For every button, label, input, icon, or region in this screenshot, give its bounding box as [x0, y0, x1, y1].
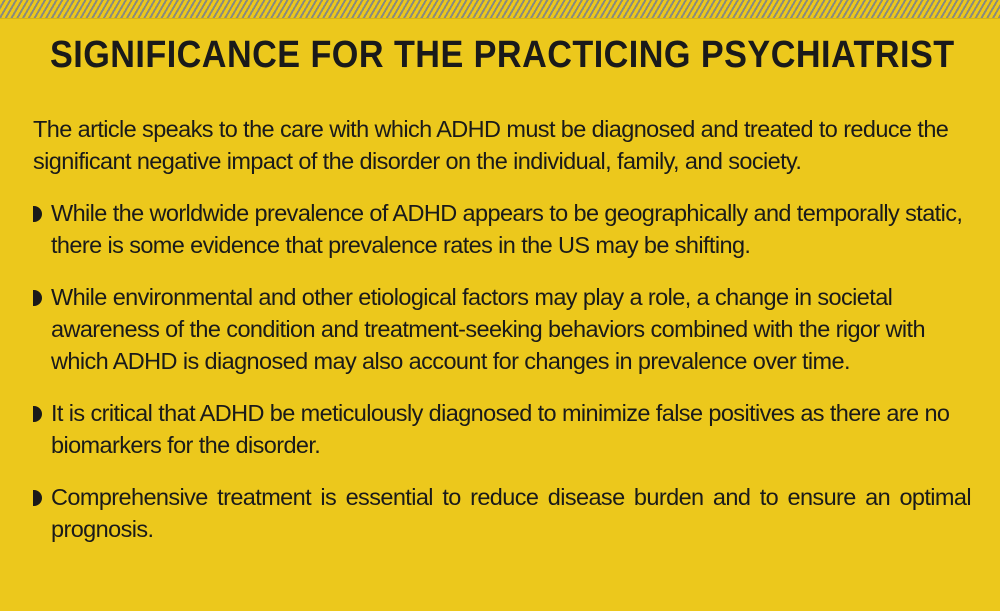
half-circle-bullet-icon	[33, 406, 42, 422]
bullet-item	[33, 481, 971, 545]
bullet-item	[33, 197, 971, 261]
bullet-item	[33, 281, 971, 377]
half-circle-bullet-icon	[33, 290, 42, 306]
half-circle-bullet-icon	[33, 206, 42, 222]
bullet-text: It is critical that ADHD be meticulously diagnosed to minimize false positives as there are no biomarkers for the disorder.	[51, 400, 950, 458]
bullet-text: Comprehensive treatment is essential to reduce disease burden and to ensure an optimal prognosis.	[51, 484, 971, 542]
box-content	[33, 113, 971, 565]
bullet-item	[33, 397, 971, 461]
box-title: SIGNIFICANCE FOR THE PRACTICING PSYCHIATRIST	[50, 34, 955, 76]
intro-paragraph: The article speaks to the care with which ADHD must be diagnosed and treated to reduce the significant negative impact of the disorder on the individual, family, and society.	[33, 116, 949, 174]
bullet-text: While environmental and other etiological factors may play a role, a change in societal awareness of the condition and treatment-seeking behaviors combined with the rigor with which ADHD is diagnosed may also account for changes in prevalence over time.	[51, 284, 925, 374]
hatched-top-border	[0, 0, 1000, 19]
bullet-text: While the worldwide prevalence of ADHD appears to be geographically and temporally static, there is some evidence that prevalence rates in the US may be shifting.	[51, 200, 963, 258]
half-circle-bullet-icon	[33, 490, 42, 506]
